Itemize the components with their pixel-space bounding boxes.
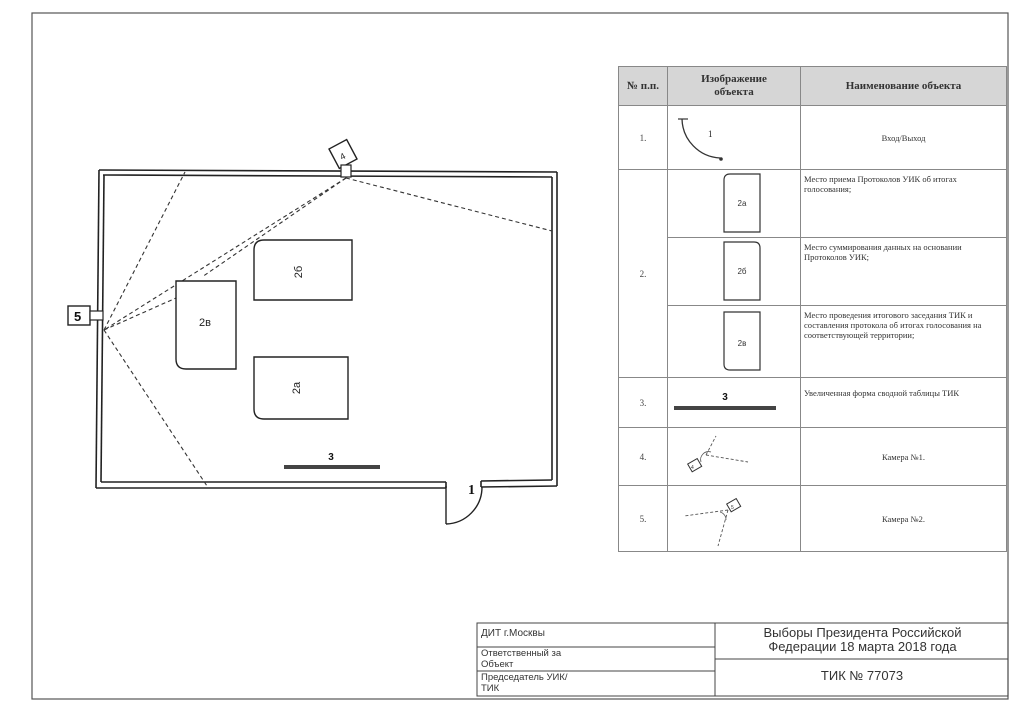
legend-row [619, 428, 1007, 486]
legend-row [619, 486, 1007, 552]
legend-2v-image [668, 306, 801, 378]
legend-row-name: Увеличенная форма сводной таблицы ТИК [801, 378, 1007, 428]
legend-row-name: Место суммирования данных на основании Протоколов УИК; [801, 238, 1007, 306]
workplace-2v-label: 2в [737, 339, 747, 348]
legend-row [619, 306, 1007, 378]
room-2a [254, 357, 348, 419]
summary-board-3 [284, 452, 380, 469]
board-icon [668, 378, 801, 428]
workplace-2v-icon [668, 306, 801, 378]
legend-header-name: Наименование объекта [801, 67, 1007, 106]
legend-row-num: 1. [619, 106, 668, 170]
workplace-2b-icon [668, 238, 801, 306]
legend-row-name: Вход/Выход [801, 106, 1007, 170]
legend-row [619, 106, 1007, 170]
title-block-tik: ТИК № 77073 [820, 668, 904, 683]
legend-header-num: № п.п. [619, 67, 668, 106]
summary-board-label: 3 [328, 452, 334, 463]
title-block-responsible: Ответственный за Объект [481, 648, 562, 670]
door-1 [446, 486, 482, 524]
legend-row-num: 4. [619, 428, 668, 486]
legend-door-image [668, 106, 801, 170]
camera-2-icon [668, 486, 801, 552]
legend-row-name: Место приема Протоколов УИК об итогах голосования; [801, 170, 1007, 238]
legend-camera1-image [668, 428, 801, 486]
legend-camera2-image [668, 486, 801, 552]
legend-row-name: Место проведения итогового заседания ТИК и составления протокола об итогах голосования на соответствующей территории; [801, 306, 1007, 378]
title-block-chair: Председатель УИК/ТИК [481, 672, 568, 694]
board-icon-label: 3 [722, 392, 728, 403]
room-2a-label: 2а [291, 381, 303, 395]
camera-1-icon-label: 4 [691, 465, 694, 471]
camera-2-icon-label: 5 [731, 505, 734, 511]
legend-board-image [668, 378, 801, 428]
legend-row [619, 238, 1007, 306]
workplace-2b-label: 2б [737, 267, 747, 276]
title-block-event: Выборы Президента Российской Федерации 18 марта 2018 года [763, 625, 962, 654]
door-icon-label: 1 [708, 129, 713, 139]
camera-1-icon [668, 428, 801, 486]
room-2b-label: 2б [293, 265, 305, 279]
room-2b [254, 240, 352, 300]
legend-row [619, 378, 1007, 428]
legend-2b-image [668, 238, 801, 306]
room-2v-label: 2в [199, 317, 211, 329]
room-walls [96, 170, 557, 488]
legend-row-num: 5. [619, 486, 668, 552]
legend-table [618, 66, 1007, 552]
legend-row-name: Камера №1. [801, 428, 1007, 486]
legend-2a-image [668, 170, 801, 238]
camera-1-label: 4 [338, 150, 348, 163]
legend-row-num: 3. [619, 378, 668, 428]
legend-header-row [619, 67, 1007, 106]
door-1-label: 1 [468, 483, 475, 498]
door-icon [668, 106, 801, 170]
workplace-2a-label: 2а [737, 199, 747, 208]
camera-view-lines [104, 172, 552, 486]
legend-row-name: Камера №2. [801, 486, 1007, 552]
workplace-2a-icon [668, 170, 801, 238]
legend-row [619, 170, 1007, 238]
camera-2-label: 5 [74, 309, 82, 324]
room-2v [176, 281, 236, 369]
title-block-org: ДИТ г.Москвы [481, 628, 545, 639]
legend-header-image: Изображение объекта [668, 67, 801, 106]
legend-row-num: 2. [619, 170, 668, 378]
